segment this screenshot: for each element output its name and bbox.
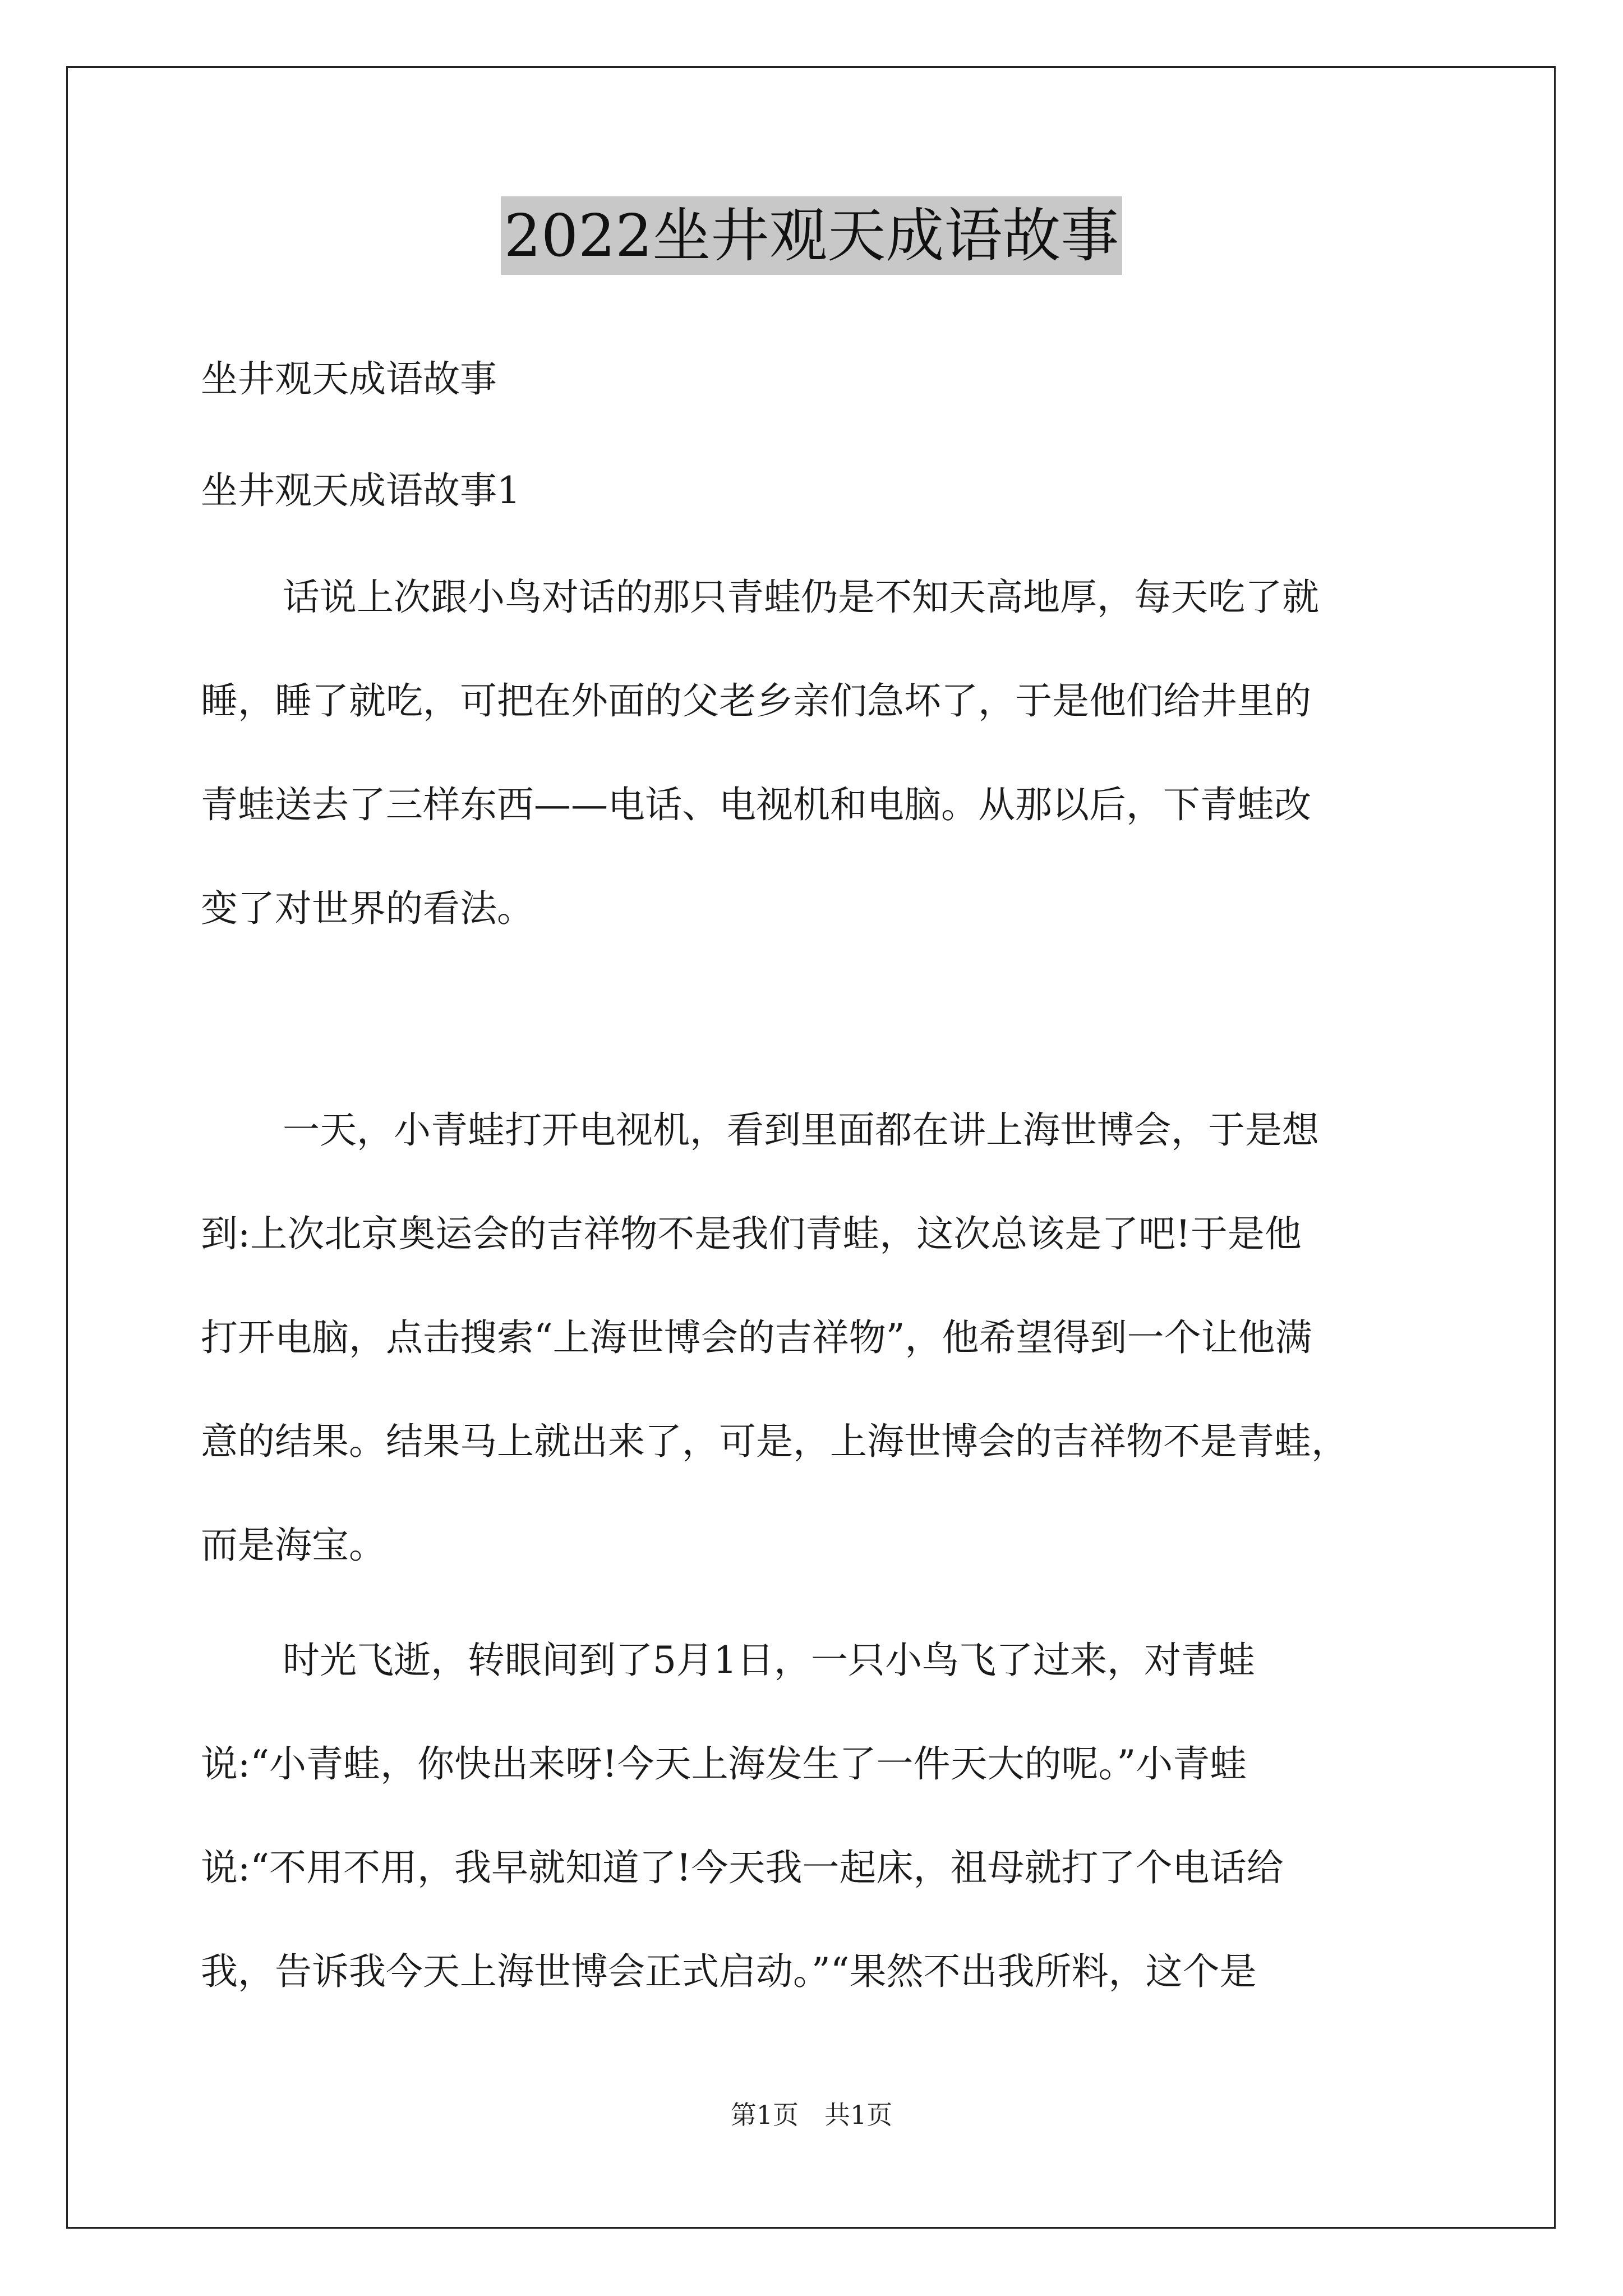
paragraph-line: 话说上次跟小鸟对话的那只青蛙仍是不知天高地厚，每天吃了就 [283, 576, 1319, 619]
paragraph-line: 打开电脑，点击搜索“上海世博会的吉祥物”，他希望得到一个让他满 [201, 1316, 1312, 1359]
title-wrapper [0, 196, 1623, 275]
paragraph-line: 意的结果。结果马上就出来了，可是，上海世博会的吉祥物不是青蛙， [201, 1420, 1348, 1463]
paragraph-line: 到:上次北京奥运会的吉祥物不是我们青蛙，这次总该是了吧!于是他 [201, 1212, 1302, 1255]
paragraph-line: 说:“小青蛙，你快出来呀!今天上海发生了一件天大的呢。”小青蛙 [201, 1742, 1247, 1786]
paragraph-line: 我，告诉我今天上海世博会正式启动。”“果然不出我所料，这个是 [201, 1950, 1257, 1993]
section-heading: 坐井观天成语故事1 [201, 469, 520, 512]
paragraph-line: 青蛙送去了三样东西——电话、电视机和电脑。从那以后，下青蛙改 [201, 783, 1311, 826]
paragraph-line: 而是海宝。 [201, 1524, 386, 1567]
paragraph-line: 说:“不用不用，我早就知道了!今天我一起床，祖母就打了个电话给 [201, 1846, 1284, 1889]
page-number-footer: 第1页 共1页 [730, 2100, 893, 2130]
subtitle: 坐井观天成语故事 [201, 357, 497, 401]
document-title: 2022坐井观天成语故事 [501, 196, 1123, 275]
paragraph-line: 一天，小青蛙打开电视机，看到里面都在讲上海世博会，于是想 [283, 1108, 1319, 1152]
paragraph-line: 睡，睡了就吃，可把在外面的父老乡亲们急坏了，于是他们给井里的 [201, 679, 1311, 723]
paragraph-line: 时光飞逝，转眼间到了5月1日，一只小鸟飞了过来，对青蛙 [283, 1639, 1255, 1682]
paragraph-line: 变了对世界的看法。 [201, 887, 534, 930]
